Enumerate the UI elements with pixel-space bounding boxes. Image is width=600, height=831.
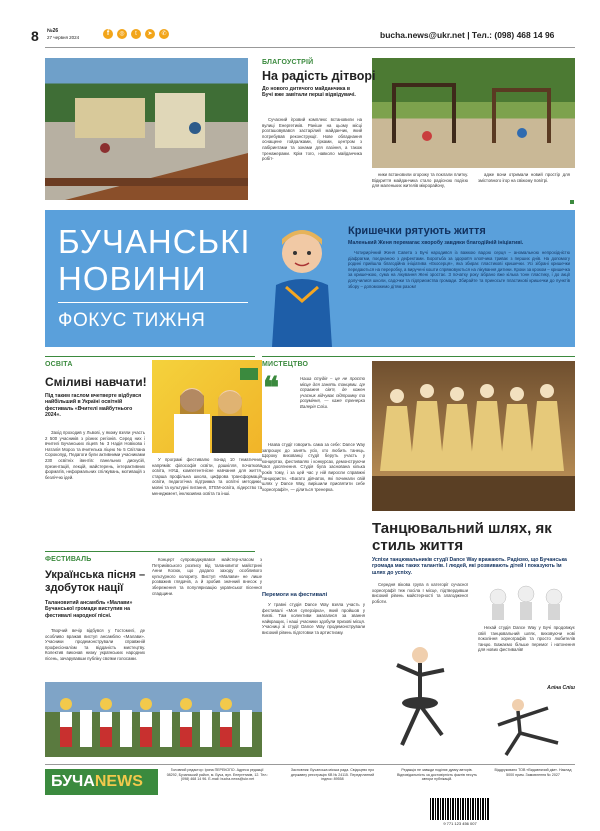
logo-bucha: БУЧА	[51, 773, 95, 790]
blag-text-col2: ники встановили огорожу та поклали плитку. Відкриття майданчика стало радісною подією для маленьких жителів мікрорайону,	[372, 172, 468, 189]
facebook-icon[interactable]: f	[103, 29, 113, 39]
issue-number: №26	[47, 28, 59, 34]
section-osvita: ОСВІТА	[45, 361, 73, 368]
section-festyval: ФЕСТИВАЛЬ	[45, 556, 92, 563]
playground-photo-right	[372, 58, 575, 168]
festyval-title: Українська пісня – здобуток нації	[45, 569, 146, 594]
ensemble-photo	[45, 682, 262, 757]
header-email[interactable]: bucha.news@ukr.net	[380, 30, 465, 40]
footer-logo	[45, 769, 158, 795]
mystetstvo-body2: У травні студія Dance Way взяла участь у фестивалі «Моя суперзірка», який пройшов у Києві. Там колективи змагалися за звання найкращих, і наші учасники здобули призові місця. Учасниці зі студії Dance Way продемонстрували високий рівень підготовки та артистизму.	[262, 602, 365, 635]
dancers-photo-top	[372, 361, 575, 511]
teachers-photo	[152, 360, 262, 453]
telegram-icon[interactable]: ➤	[145, 29, 155, 39]
osvita-lead: Під таким гаслом вчетверте відбувся найбільший в Україні освітній фестиваль «Вчителі майбутнього 2024».	[45, 393, 142, 419]
viber-icon[interactable]: ✆	[159, 29, 169, 39]
author-name: Аліна Сліш	[547, 685, 575, 691]
festyval-lead: Талановитий ансамбль «Малави» Бучанської громади виступив на фестивалі народної пісні.	[45, 600, 133, 619]
section-mystetstvo: МИСТЕЦТВО	[262, 361, 309, 368]
footer-col2: Засновник: Бучанська міська рада. Свідоцтво про державну реєстрацію КВ № 24115. Передплатний індекс: 89558	[290, 768, 375, 782]
dance-lead: Успіхи танцювальників студії Dance Way вражають. Радіємо, що Бучанська громада має таких талантів. І людей, які розвивають дітей і показують їм шлях до успіху.	[372, 557, 567, 576]
mystetstvo-quote: Наша студія – це не просто місце для занять танцями. Це справжня сім'я, де кожен учасник відчуває підтримку та розуміння, — каже тренерка Валерія Сліш.	[300, 376, 365, 409]
dance-title: Танцювальний шлях, як стиль життя	[372, 520, 552, 554]
quote-icon: ❝	[263, 372, 280, 405]
barcode	[430, 798, 490, 820]
blag-lead: До нового дитячого майданчика в Бучі вже завітали перші відвідувачі.	[262, 86, 356, 99]
masthead-subtitle: ФОКУС ТИЖНЯ	[58, 310, 206, 331]
logo-news: NEWS	[94, 773, 143, 790]
masthead-title-line2: НОВИНИ	[58, 260, 207, 297]
page-number: 8	[31, 28, 39, 44]
festyval-body: Творчий вечір відбувся у Гостомелі, де особливо вражав виступ ансамблю «Малави». Учасники продемонстрували справжній професіоналізм та відданість мистецтву. Колектив виконав низку українських народних пісень, зачарувавши публіку своїми голосами.	[45, 628, 145, 661]
osvita-mid-text: У програмі фестивалю понад 10 тематичних напрямів: філософія освіти, дошкілля, початкова освіта, НУШ, компетентнісне навчання для життя, старша профільна школа, цифрова трансформація освіти, педагогічна підтримка та освітні методики, мовні та культурні питання, STEM-освіта, лідерство та менеджмент, інклюзивна освіта та інші.	[152, 457, 262, 496]
mystetstvo-rule	[262, 356, 575, 357]
osvita-body: Захід проходив у Львові, у якому взяли участь 2 500 учасників з різних регіонів. Серед них і вчителі Бучанських ліцеїв № 3 Надія Новікова і Наталія Мороз та вчителька ліцею № 5 Світлана Сорокопуд. Педагоги були активними учасниками 230 освітніх івентів: панельних дискусій, презентацій, лекцій, майстерень, інтерактивних форматів, неформальних спілкувань, мотивацій з безліччю ідей.	[45, 430, 145, 480]
masthead-title-line1: БУЧАНСЬКІ	[58, 223, 251, 260]
barcode-number: 9 771 123 456 007	[443, 821, 477, 826]
header-phone: | Тел.: (098) 468 14 96	[467, 30, 555, 40]
kryshechky-title: Кришечки рятують життя	[348, 225, 486, 237]
osvita-title: Сміливі навчати!	[45, 375, 147, 389]
festyval-rule	[45, 551, 255, 552]
osvita-rule	[45, 356, 255, 357]
mystetstvo-subhead: Перемоги на фестивалі	[262, 592, 328, 598]
playground-photo-left	[45, 58, 248, 200]
footer-col1: Головний редактор: Ірина ПЕРЕКОПО. Адреса редакції: 08292, Бучанський район, м. Буча, вул. Енергетиків, 12. Тел.: (098) 468 14 96. E-mail: bucha.news@ukr.net	[166, 768, 269, 782]
section-blagoustriy: БЛАГОУСТРІЙ	[262, 59, 314, 66]
footer-col4: Віддруковано ТОВ «Видавничий дім». Наклад 5000 прим. Замовлення № 2027	[494, 768, 572, 777]
dancers-photo-small	[478, 582, 575, 622]
dance-text-col2: Нехай студія Dance Way у Бучі продовжує свій танцювальний шлях, виховуючи нові покоління хореографів та просто любителів танцю. Бажаємо більше перемог і натхнення для нових фестивалів!	[478, 625, 575, 653]
footer-divider	[45, 764, 575, 765]
festyval-mid-text: Концерт супроводжувався майстер-класом з Петриківського розпису від талановитої майстрині Анни Косюк, що додало заходу особливого культурного колориту. Виступ «Малави» не лише розважив глядачів, а й зробив значний внесок у збереження та популяризацію української пісенної спадщини.	[152, 557, 262, 596]
issue-date: 27 червня 2024	[47, 35, 80, 40]
dancer-photo-right	[478, 693, 575, 757]
twitter-icon[interactable]: t	[131, 29, 141, 39]
blag-title: На радість дітворі	[262, 69, 376, 83]
header-divider	[45, 47, 575, 48]
header-contacts	[380, 30, 554, 40]
blag-text-col3: адже вони отримали новий простір для змістовного ігор на свіжому повітрі.	[478, 172, 570, 183]
end-marker	[570, 200, 574, 204]
mystetstvo-body: Назва студії говорить сама за себе: Dance Way запрошує до занять усіх, хто любить танець. Щороку вихованці студії беруть участь у концертах, фестивалях і конкурсах, демонструючи свої досягнення. Студія була заснована кілька років тому, і за цей час у ній виросли справжні танцюристи. «Багато дівчаток, які починали свій шлях у Dance Way, вирішили присвятити себе хореографії», — ділиться тренерка.	[262, 442, 365, 492]
social-icons	[103, 29, 169, 39]
boy-photo	[262, 215, 342, 347]
instagram-icon[interactable]: ◎	[117, 29, 127, 39]
dancer-photo-left	[372, 625, 468, 757]
kryshechky-lead: Маленький Женя перемагає хворобу завдяки благодійній ініціативі.	[348, 240, 524, 246]
masthead-divider	[58, 302, 248, 303]
kryshechky-body: Чотирирічний Женя Савета з Бучі народився із важкою вадою серця – аномальною непрохідністю діафрагми, поєднаною з дефектами. Боротьба за здоров'я хлопчика триває з перших днів. На допомогу родині прийшла благодійна ініціатива «Екосерця», яка збирає пластикові кришечки. Усі зібрані кришечки передаються на переробку, а виручені кошти спрямовуються на лікування дитини. Кроки за кроком – кришечка за кришечкою, сума на лікування Жені зростає. З початку року зібрано вже кілька тонн пластику, і до акції долучилися школи, садочки та підприємства громади. Збирайте та приносьте пластикові кришечки до пунктів збору – допоможемо дітям разом!	[348, 250, 570, 289]
dance-text-col1: Середня вікова група в категорії сучасної хореографії теж посіла I місце, підтвердивши високий рівень майстерності та злагодженої роботи.	[372, 582, 468, 604]
footer-col3: Редакція не завжди поділяє думку авторів. Відповідальність за достовірність фактів несуть автори публікацій.	[396, 768, 478, 782]
blag-text-col1: Сучасний ігровий комплекс встановили на вулиці Енергетиків. Раніше на цьому місці розташовувався застарілий майданчик, який потребував реконструкції. Нове обладнання оснащене гойдалками, гірками, центром з лабіринтами та зонами для лазіння, а також тренажерами. Крім того, навколо майданчика робіт-	[262, 117, 362, 162]
